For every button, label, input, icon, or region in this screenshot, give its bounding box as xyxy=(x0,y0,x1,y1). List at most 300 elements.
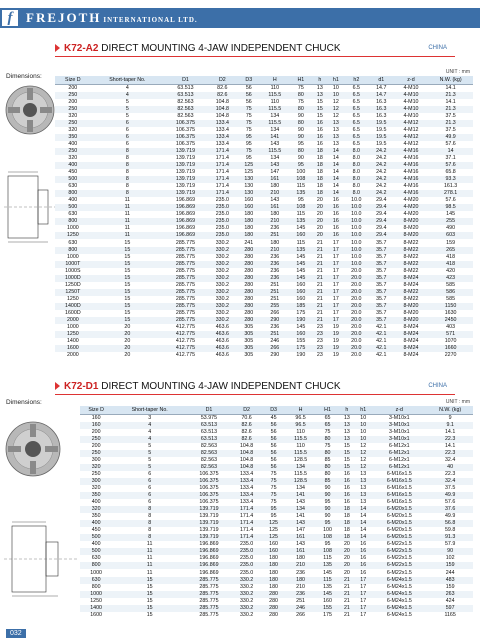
table-cell: 412.775 xyxy=(164,331,207,338)
table-cell: 330.2 xyxy=(207,261,238,268)
table-cell: 280 xyxy=(238,275,260,282)
table-cell: 630 xyxy=(80,577,112,584)
table-cell: 139.719 xyxy=(175,154,196,161)
table-cell: 6.5 xyxy=(352,98,361,105)
table-cell: 37.5 xyxy=(445,112,456,119)
table-cell: 266 xyxy=(270,309,280,316)
table-cell: 17 xyxy=(332,267,339,274)
table-row xyxy=(80,513,473,520)
table-row xyxy=(55,289,473,296)
table-cell: 18 xyxy=(316,154,323,161)
table-cell: 18 xyxy=(343,527,350,534)
table-cell: 8 xyxy=(125,154,129,161)
table-cell: 400 xyxy=(91,499,101,506)
table-cell: 8-M22 xyxy=(394,289,428,296)
table-cell: 24.2 xyxy=(369,162,394,169)
table-cell: 330.2 xyxy=(239,611,254,618)
table-cell: 8-M20 xyxy=(403,309,419,316)
table-cell: 10.0 xyxy=(351,225,362,232)
table-cell: 56 xyxy=(262,464,284,471)
table-cell: 20.0 xyxy=(351,295,362,302)
table-cell: 180 xyxy=(269,583,278,590)
table-cell: 125 xyxy=(238,162,260,169)
table-cell: 6-M16x1.5 xyxy=(386,484,412,491)
table-cell: 250 xyxy=(80,450,112,457)
table-row xyxy=(80,422,473,429)
table-cell: 80 xyxy=(316,450,338,457)
table-cell: 280 xyxy=(238,261,260,268)
table-cell: 145 xyxy=(296,253,306,260)
table-cell: 10.0 xyxy=(344,247,369,254)
table-cell: 161.3 xyxy=(443,183,458,190)
table-cell: 20.0 xyxy=(351,324,362,331)
table-cell: 6-M16x1.5 xyxy=(386,470,412,477)
table-cell: 1165 xyxy=(444,611,456,618)
table-cell: 75 xyxy=(262,492,284,499)
table-cell: 266 xyxy=(260,345,290,352)
table-cell: 20 xyxy=(339,562,355,569)
table-cell: 200 xyxy=(91,442,101,449)
table-cell: 134 xyxy=(296,484,305,491)
brand-name xyxy=(26,10,198,26)
table-cell: 21 xyxy=(343,611,350,618)
table-cell: 134 xyxy=(285,464,317,471)
table-cell: 6-M24x1.5 xyxy=(371,577,427,584)
table-cell: 16 xyxy=(355,548,371,555)
table-cell: 1000 xyxy=(66,225,79,232)
table-cell: 17 xyxy=(355,605,371,612)
table-row xyxy=(55,275,473,282)
table-cell: 180 xyxy=(244,211,254,218)
table-row xyxy=(55,190,473,197)
table-cell: 143 xyxy=(296,541,305,548)
table-cell: 85 xyxy=(316,478,338,485)
table-cell: 8-M20 xyxy=(403,225,419,232)
table-cell: 236 xyxy=(260,261,290,268)
table-cell: 180 xyxy=(238,218,260,225)
table-cell: 80 xyxy=(316,464,338,471)
table-cell: 90 xyxy=(427,548,473,555)
table-cell: 14 xyxy=(328,190,344,197)
table-cell: 6-M22x1.5 xyxy=(386,541,412,548)
table-cell: 160 xyxy=(290,289,312,296)
table-cell: 98.5 xyxy=(428,204,473,211)
table-cell: 490 xyxy=(446,225,456,232)
column-header: h1 xyxy=(355,406,371,414)
table-cell: 14 xyxy=(355,506,371,513)
table-row xyxy=(55,232,473,239)
table-cell: 104.8 xyxy=(239,442,254,449)
table-cell: 10.0 xyxy=(351,211,362,218)
table-cell: 463.6 xyxy=(215,352,229,359)
table-cell: 130 xyxy=(238,176,260,183)
table-row xyxy=(55,134,473,141)
table-cell: 20.0 xyxy=(344,303,369,310)
table-cell: 196.869 xyxy=(175,225,196,232)
table-cell: 23 xyxy=(316,324,323,331)
table-cell: 236 xyxy=(296,569,305,576)
table-cell: 11 xyxy=(112,548,187,555)
table-cell: 95 xyxy=(245,140,252,147)
table-row xyxy=(80,584,473,591)
table-cell: 14.1 xyxy=(444,428,456,435)
table-row xyxy=(55,113,473,120)
table-cell: 37.1 xyxy=(445,154,456,161)
table-cell: 49.9 xyxy=(427,492,473,499)
table-cell: 19 xyxy=(328,345,344,352)
table-cell: 1660 xyxy=(428,345,473,352)
table-cell: 104.8 xyxy=(239,456,254,463)
table-cell: 35.7 xyxy=(376,295,387,302)
table-row xyxy=(80,450,473,457)
table-cell: 6-M20x1.5 xyxy=(371,534,427,541)
table-cell: 171.4 xyxy=(215,183,229,190)
table-cell: 35.7 xyxy=(376,267,387,274)
table-cell: 20 xyxy=(316,225,323,232)
table-cell: 1000 xyxy=(80,591,112,598)
table-cell: 115 xyxy=(296,211,306,218)
table-cell: 15 xyxy=(339,464,355,471)
table-cell: 175 xyxy=(296,309,306,316)
table-row xyxy=(55,338,473,345)
table-cell: 135 xyxy=(290,218,312,225)
table-cell: 10.0 xyxy=(351,197,362,204)
table-cell: 3-M10x1 xyxy=(371,422,427,429)
table-cell: 236 xyxy=(285,591,317,598)
table-cell: 42.1 xyxy=(369,345,394,352)
table-cell: 20 xyxy=(316,197,323,204)
table-cell: 6 xyxy=(112,492,187,499)
table-cell: 3-M10x1 xyxy=(371,436,427,443)
table-cell: 75 xyxy=(297,84,304,91)
table-cell: 128.5 xyxy=(293,456,308,463)
table-cell: 139.719 xyxy=(164,176,207,183)
table-cell: 82.6 xyxy=(217,84,228,91)
table-cell: 630 xyxy=(91,555,101,562)
table-cell: 4-M16 xyxy=(394,190,428,197)
table-cell: 160 xyxy=(269,541,278,548)
table-cell: 285.775 xyxy=(187,577,231,584)
table-cell: 251 xyxy=(270,281,280,288)
table-cell: 305 xyxy=(238,331,260,338)
table-cell: 630 xyxy=(68,183,78,190)
table-row xyxy=(80,598,473,605)
table-cell: 110 xyxy=(270,84,280,91)
table-cell: 135 xyxy=(290,247,312,254)
table-cell: 251 xyxy=(296,597,305,604)
table-cell: 135 xyxy=(316,562,338,569)
table-cell: 14 xyxy=(328,148,344,155)
table-cell: 14 xyxy=(332,154,339,161)
table-cell: 57.6 xyxy=(428,162,473,169)
section2-code: K72-D1 xyxy=(64,380,99,392)
table-cell: 24.2 xyxy=(376,169,387,176)
table-cell: 16 xyxy=(312,120,328,127)
table-cell: 235.0 xyxy=(207,204,238,211)
table-cell: 42.1 xyxy=(376,324,387,331)
table-cell: 80 xyxy=(290,120,312,127)
table-cell: 17 xyxy=(328,289,344,296)
table-cell: 133.4 xyxy=(215,126,229,133)
table-cell: 75 xyxy=(262,478,284,485)
table-cell: 255 xyxy=(428,218,473,225)
section2-title-text: DIRECT MOUNTING 4-JAW INDEPENDENT CHUCK xyxy=(101,380,341,392)
table-cell: 29.4 xyxy=(369,218,394,225)
table-cell: 133.4 xyxy=(207,120,238,127)
table-cell: 23 xyxy=(312,331,328,338)
table-cell: 15 xyxy=(316,98,323,105)
table-cell: 11 xyxy=(146,541,153,548)
table-cell: 82.6 xyxy=(231,422,263,429)
table-cell: 235.0 xyxy=(231,562,263,569)
table-cell: 483 xyxy=(427,577,473,584)
column-header: Short-taper No. xyxy=(112,406,187,414)
table-cell: 330.2 xyxy=(215,239,229,246)
table-cell: 5 xyxy=(125,98,129,105)
table-row xyxy=(80,562,473,569)
table-cell: 17 xyxy=(332,239,339,246)
table-cell: 800 xyxy=(80,562,112,569)
table-cell: 11 xyxy=(91,204,164,211)
table-cell: 15 xyxy=(124,253,131,260)
table-cell: 180 xyxy=(269,569,278,576)
table-cell: 4-M16 xyxy=(403,169,419,176)
table-cell: 8-M24 xyxy=(403,324,419,331)
table-cell: 6-M20x1.5 xyxy=(371,506,427,513)
table-cell: 251 xyxy=(270,295,280,302)
table-cell: 145 xyxy=(296,267,306,274)
table-cell: 82.563 xyxy=(164,106,207,113)
table-cell: 160 xyxy=(296,295,306,302)
table-cell: 235.0 xyxy=(239,569,254,576)
table-cell: 6-M22x1.5 xyxy=(371,562,427,569)
table-cell: 21 xyxy=(312,261,328,268)
table-cell: 70.6 xyxy=(241,414,252,421)
table-cell: 108 xyxy=(316,534,338,541)
table-cell: 56.8 xyxy=(427,520,473,527)
table-cell: 285.775 xyxy=(164,303,207,310)
table-cell: 10 xyxy=(332,84,339,91)
table-cell: 250 xyxy=(91,470,101,477)
table-cell: 210 xyxy=(285,562,317,569)
table-cell: 106.375 xyxy=(187,492,231,499)
table-cell: 21 xyxy=(312,289,328,296)
table-row xyxy=(55,169,473,176)
table-cell: 18 xyxy=(339,506,355,513)
table-cell: 500 xyxy=(80,534,112,541)
table-cell: 280 xyxy=(238,303,260,310)
table-cell: 4-M16 xyxy=(403,154,419,161)
table-cell: 500 xyxy=(55,204,91,211)
table-row xyxy=(55,310,473,317)
table-cell: 171.4 xyxy=(207,162,238,169)
table-cell: 21 xyxy=(312,247,328,254)
brand-name-main: FREJOTH xyxy=(26,10,102,25)
column-header: H xyxy=(285,406,317,414)
table-cell: 418 xyxy=(446,253,456,260)
table-cell: 180 xyxy=(269,555,278,562)
table-cell: 330.2 xyxy=(207,289,238,296)
table-cell: 5 xyxy=(112,464,187,471)
table-cell: 14.7 xyxy=(369,92,394,99)
table-cell: 20.0 xyxy=(344,289,369,296)
table-cell: 6-M16x1.5 xyxy=(386,499,412,506)
table-cell: 171.4 xyxy=(207,148,238,155)
table-cell: 6.5 xyxy=(344,92,369,99)
section2-table-body xyxy=(80,414,473,619)
table-cell: 11 xyxy=(112,562,187,569)
table-cell: 4-M12 xyxy=(394,120,428,127)
table-cell: 145 xyxy=(296,324,306,331)
table-cell: 80 xyxy=(316,436,338,443)
table-cell: 16 xyxy=(343,470,350,477)
table-cell: 200 xyxy=(91,428,101,435)
table-cell: 82.563 xyxy=(177,98,194,105)
table-cell: 280 xyxy=(269,611,278,618)
table-cell: 82.6 xyxy=(241,428,252,435)
table-cell: 57.6 xyxy=(445,197,456,204)
table-cell: 143 xyxy=(270,197,280,204)
table-cell: 8-M20 xyxy=(394,232,428,239)
table-cell: 141 xyxy=(285,492,317,499)
table-cell: 56 xyxy=(270,428,277,435)
table-cell: 20 xyxy=(124,338,131,345)
table-cell: 6-M24x1.5 xyxy=(371,591,427,598)
table-cell: 56 xyxy=(238,92,260,99)
table-cell: 16 xyxy=(332,225,339,232)
table-cell: 800 xyxy=(55,218,91,225)
table-cell: 17 xyxy=(328,275,344,282)
table-cell: 280 xyxy=(238,289,260,296)
table-cell: 19.5 xyxy=(369,134,394,141)
table-cell: 90 xyxy=(324,484,331,491)
table-row xyxy=(55,92,473,99)
table-cell: 412.775 xyxy=(164,345,207,352)
column-header: H1 xyxy=(316,406,338,414)
table-cell: 12 xyxy=(332,112,339,119)
table-cell: 110 xyxy=(296,428,305,435)
table-cell: 37.6 xyxy=(427,506,473,513)
table-cell: 95 xyxy=(297,140,304,147)
table-cell: 95 xyxy=(324,499,331,506)
table-cell: 14 xyxy=(332,169,339,176)
table-cell: 130 xyxy=(238,190,260,197)
table-cell: 16 xyxy=(328,218,344,225)
table-row xyxy=(80,548,473,555)
table-cell: 80 xyxy=(290,148,312,155)
table-cell: 18 xyxy=(316,169,323,176)
table-cell: 15 xyxy=(124,295,131,302)
table-cell: 17 xyxy=(355,577,371,584)
table-cell: 16 xyxy=(328,232,344,239)
table-cell: 180 xyxy=(262,562,284,569)
table-cell: 280 xyxy=(244,309,254,316)
table-cell: 135 xyxy=(290,190,312,197)
table-cell: 9 xyxy=(448,414,452,421)
table-cell: 403 xyxy=(446,324,456,331)
table-cell: 571 xyxy=(428,331,473,338)
table-cell: 161 xyxy=(285,548,317,555)
table-cell: 6-M24x1.5 xyxy=(386,583,412,590)
table-cell: 139.719 xyxy=(187,506,231,513)
table-cell: 2270 xyxy=(444,352,457,359)
section1-chuck-section-drawing xyxy=(4,170,56,244)
table-row xyxy=(55,303,473,310)
table-cell: 104.8 xyxy=(231,450,263,457)
table-cell: 16 xyxy=(343,484,350,491)
table-cell: 1400D xyxy=(55,303,91,310)
table-cell: 155 xyxy=(296,338,306,345)
table-cell: 196.869 xyxy=(187,562,231,569)
table-cell: 250 xyxy=(55,92,91,99)
table-row xyxy=(80,612,473,619)
table-cell: 13 xyxy=(360,484,367,491)
table-cell: 585 xyxy=(446,295,456,302)
table-cell: 236 xyxy=(270,267,280,274)
table-cell: 22.3 xyxy=(444,470,456,477)
table-cell: 13 xyxy=(360,470,367,477)
table-cell: 18 xyxy=(339,520,355,527)
table-cell: 180 xyxy=(262,577,284,584)
table-cell: 350 xyxy=(55,134,91,141)
table-cell: 180 xyxy=(270,183,280,190)
table-cell: 20 xyxy=(312,232,328,239)
table-cell: 8 xyxy=(148,513,152,520)
table-cell: 106.375 xyxy=(199,499,219,506)
table-cell: 330.2 xyxy=(207,275,238,282)
section1-origin: CHINA xyxy=(428,45,447,51)
table-cell: 6-M20x1.5 xyxy=(371,520,427,527)
table-cell: 110 xyxy=(296,442,305,449)
table-cell: 1250 xyxy=(90,597,103,604)
table-cell: 171.4 xyxy=(231,506,263,513)
table-cell: 160 xyxy=(323,597,332,604)
table-cell: 75 xyxy=(324,428,331,435)
table-cell: 82.563 xyxy=(187,464,231,471)
table-cell: 251 xyxy=(260,289,290,296)
table-cell: 6-M22x1.5 xyxy=(386,555,412,562)
table-cell: 12 xyxy=(328,106,344,113)
table-cell: 17 xyxy=(360,597,367,604)
table-cell: 12 xyxy=(360,456,367,463)
table-cell: 21 xyxy=(339,605,355,612)
table-cell: 180 xyxy=(296,555,305,562)
table-cell: 37.5 xyxy=(445,126,456,133)
table-cell: 280 xyxy=(238,247,260,254)
table-cell: 190 xyxy=(296,352,306,359)
table-cell: 190 xyxy=(290,317,312,324)
table-cell: 19 xyxy=(332,338,339,345)
table-cell: 8-M20 xyxy=(394,218,428,225)
table-cell: 82.563 xyxy=(200,442,218,449)
table-cell: 320 xyxy=(91,484,101,491)
table-cell: 13 xyxy=(343,414,350,421)
table-cell: 10 xyxy=(360,428,367,435)
table-cell: 134 xyxy=(270,112,280,119)
table-cell: 75 xyxy=(270,484,277,491)
table-cell: 15 xyxy=(112,577,187,584)
table-cell: 8-M20 xyxy=(394,317,428,324)
table-cell: 320 xyxy=(80,506,112,513)
table-cell: 65 xyxy=(324,414,331,421)
table-cell: 14.7 xyxy=(376,84,387,91)
table-cell: 134 xyxy=(270,126,280,133)
column-header: h2 xyxy=(344,76,369,84)
table-cell: 139.719 xyxy=(199,513,219,520)
table-cell: 18 xyxy=(312,190,328,197)
table-cell: 8.0 xyxy=(344,162,369,169)
table-cell: 49.9 xyxy=(428,134,473,141)
